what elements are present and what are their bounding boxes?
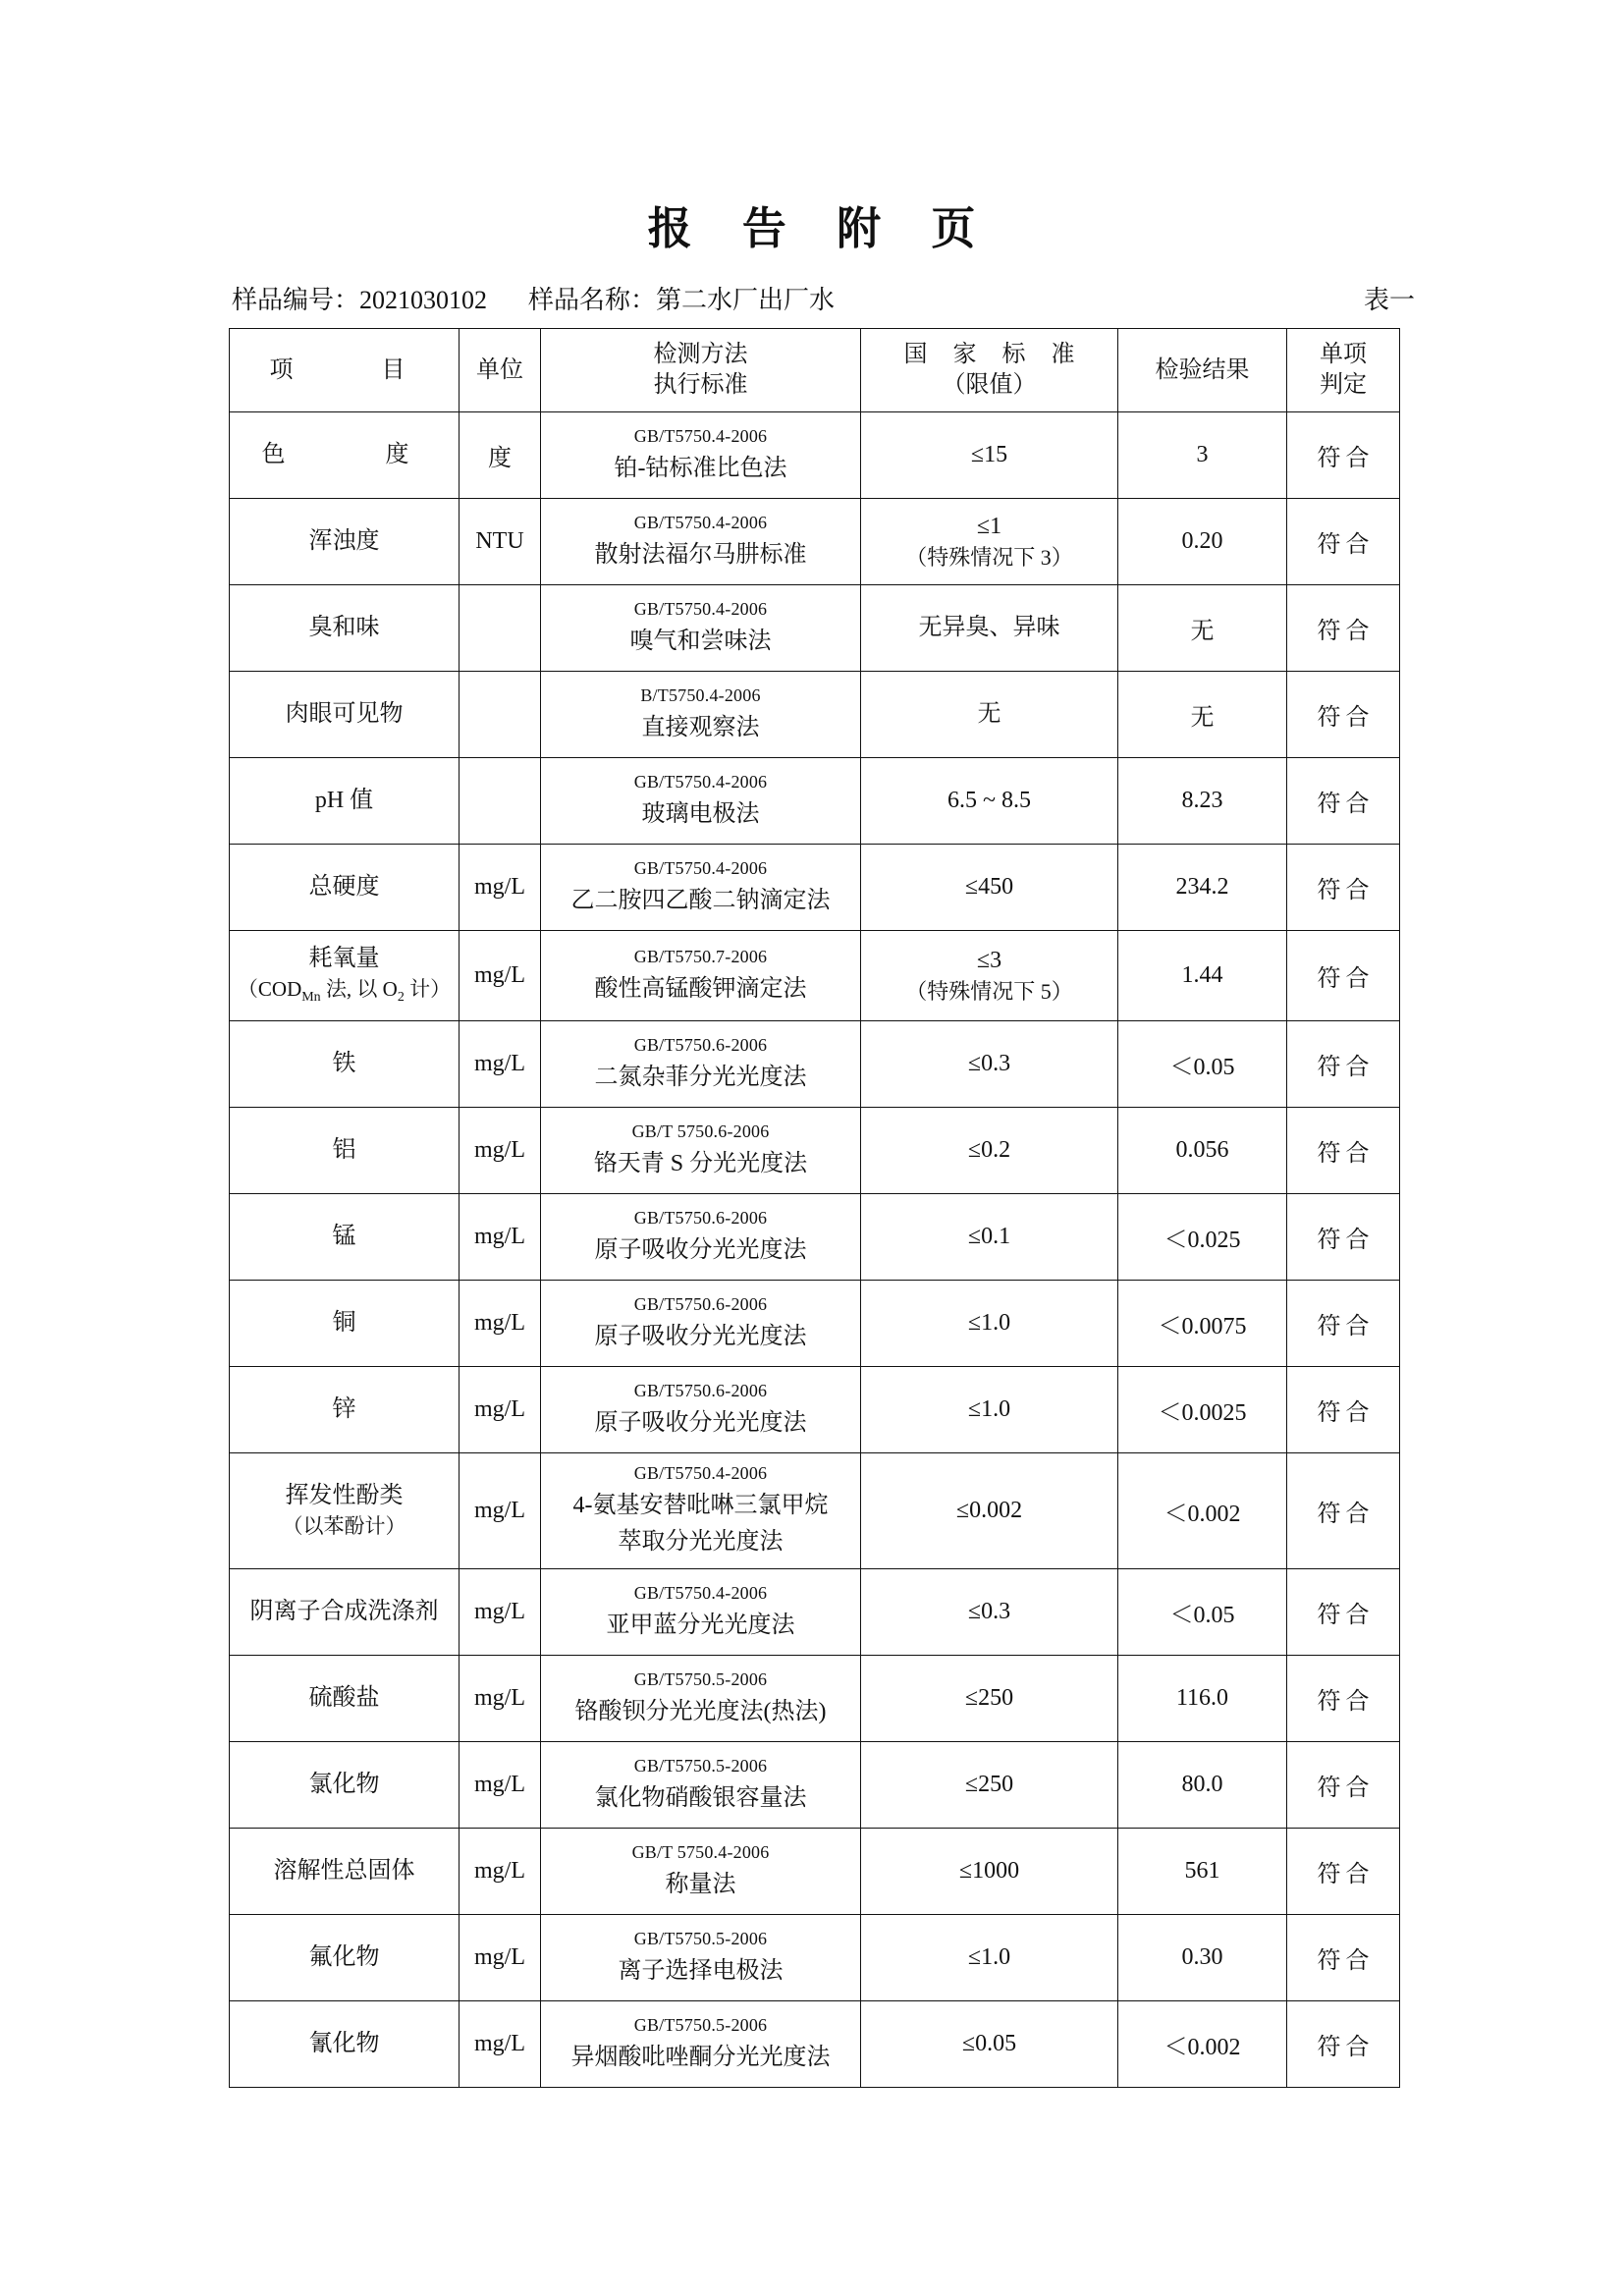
cell-item <box>230 585 460 672</box>
limit-value: ≤0.1 <box>967 1224 1011 1250</box>
method-name: 散射法福尔马肼标准 <box>594 541 807 568</box>
cell-judgement: 符合 <box>1287 1915 1400 2001</box>
cell-result: 561 <box>1118 1829 1287 1915</box>
item-subtext: （$COD_{Mn}$ 法, 以 $O_2$ 计） <box>237 977 452 1006</box>
table-row <box>230 1569 1400 1656</box>
cell-unit: mg/L <box>460 1915 541 2001</box>
cell-method <box>541 758 861 845</box>
cell-method <box>541 499 861 585</box>
cell-result: ＜0.0025 <box>1118 1367 1287 1453</box>
cell-unit: mg/L <box>460 1021 541 1108</box>
cell-unit: mg/L <box>460 1108 541 1194</box>
limit-note: （特殊情况下 5） <box>905 978 1073 1004</box>
method-standard-code: GB/T5750.6-2006 <box>633 1207 768 1228</box>
cell-judgement: 符合 <box>1287 499 1400 585</box>
cell-standard-limit <box>861 1829 1118 1915</box>
table-row <box>230 585 1400 672</box>
method-name: 4-氨基安替吡啉三氯甲烷 <box>572 1493 829 1519</box>
table-row <box>230 1915 1400 2001</box>
cell-judgement: 符合 <box>1287 1108 1400 1194</box>
cell-result: 0.20 <box>1118 499 1287 585</box>
method-standard-code: GB/T5750.5-2006 <box>633 1755 768 1776</box>
cell-unit <box>460 758 541 845</box>
item-name: 铁 <box>332 1050 356 1076</box>
item-name: 耗氧量 <box>308 946 380 972</box>
cell-item <box>230 1108 460 1194</box>
method-name: 乙二胺四乙酸二钠滴定法 <box>570 887 831 913</box>
table-row <box>230 1108 1400 1194</box>
cell-standard-limit <box>861 758 1118 845</box>
table-row <box>230 931 1400 1021</box>
cell-unit: mg/L <box>460 845 541 931</box>
table-row <box>230 672 1400 758</box>
limit-value: ≤1 <box>976 514 1002 540</box>
cell-unit: mg/L <box>460 1656 541 1742</box>
table-row <box>230 1194 1400 1281</box>
table-row <box>230 758 1400 845</box>
header-method: 检测方法 执行标准 <box>541 329 861 412</box>
cell-standard-limit <box>861 1569 1118 1656</box>
cell-result: 1.44 <box>1118 931 1287 1021</box>
table-row <box>230 1367 1400 1453</box>
limit-value: ≤0.3 <box>967 1051 1011 1077</box>
cell-unit <box>460 672 541 758</box>
item-name: 总硬度 <box>308 873 380 900</box>
item-name: pH 值 <box>314 787 374 813</box>
sample-number: 样品编号：2021030102 <box>232 286 488 314</box>
limit-value: ≤0.3 <box>967 1599 1011 1625</box>
cell-judgement: 符合 <box>1287 1569 1400 1656</box>
cell-result: 0.056 <box>1118 1108 1287 1194</box>
limit-value: ≤1.0 <box>967 1944 1011 1971</box>
cell-judgement: 符合 <box>1287 585 1400 672</box>
cell-result: 116.0 <box>1118 1656 1287 1742</box>
method-name: 铬酸钡分光光度法(热法) <box>574 1698 827 1724</box>
cell-result: 3 <box>1118 412 1287 499</box>
cell-result: 8.23 <box>1118 758 1287 845</box>
cell-item <box>230 1453 460 1569</box>
cell-item <box>230 499 460 585</box>
method-name: 原子吸收分光光度法 <box>594 1409 807 1436</box>
method-standard-code: GB/T5750.6-2006 <box>633 1380 768 1400</box>
cell-judgement: 符合 <box>1287 1194 1400 1281</box>
method-name: 铂-钴标准比色法 <box>614 455 787 481</box>
cell-standard-limit <box>861 1108 1118 1194</box>
cell-result: ＜0.025 <box>1118 1194 1287 1281</box>
method-standard-code: GB/T5750.4-2006 <box>633 1582 768 1603</box>
cell-standard-limit <box>861 2001 1118 2088</box>
table-number: 表一 <box>1363 286 1415 314</box>
method-name: 原子吸收分光光度法 <box>594 1323 807 1349</box>
cell-standard-limit <box>861 1367 1118 1453</box>
cell-judgement: 符合 <box>1287 2001 1400 2088</box>
table-row <box>230 1742 1400 1829</box>
item-name: 铝 <box>332 1136 356 1163</box>
cell-unit: NTU <box>460 499 541 585</box>
item-subtext: （以苯酚计） <box>282 1514 406 1539</box>
method-standard-code: GB/T 5750.4-2006 <box>631 1841 770 1862</box>
limit-value: 6.5 ~ 8.5 <box>947 788 1031 814</box>
cell-item <box>230 758 460 845</box>
item-name: 锌 <box>332 1395 356 1422</box>
cell-result: ＜0.05 <box>1118 1569 1287 1656</box>
method-standard-code: GB/T5750.4-2006 <box>633 512 768 532</box>
limit-value: ≤450 <box>964 874 1014 901</box>
item-name: 阴离子合成洗涤剂 <box>249 1598 439 1624</box>
header-item: 项 目 <box>230 329 460 412</box>
cell-judgement: 符合 <box>1287 1021 1400 1108</box>
cell-item <box>230 1569 460 1656</box>
method-standard-code: GB/T5750.5-2006 <box>633 1928 768 1948</box>
limit-value: ≤1.0 <box>967 1396 1011 1423</box>
cell-result: 0.30 <box>1118 1915 1287 2001</box>
cell-item <box>230 412 460 499</box>
cell-method <box>541 2001 861 2088</box>
item-name: 臭和味 <box>308 614 380 640</box>
limit-note: （特殊情况下 3） <box>905 544 1073 570</box>
item-name: 硫酸盐 <box>308 1684 380 1711</box>
cell-unit: mg/L <box>460 1367 541 1453</box>
cell-result: ＜0.0075 <box>1118 1281 1287 1367</box>
table-row <box>230 845 1400 931</box>
cell-unit: 度 <box>460 412 541 499</box>
cell-judgement: 符合 <box>1287 1281 1400 1367</box>
cell-item <box>230 1915 460 2001</box>
cell-judgement: 符合 <box>1287 931 1400 1021</box>
cell-item <box>230 1742 460 1829</box>
cell-judgement: 符合 <box>1287 1453 1400 1569</box>
limit-value: ≤1000 <box>958 1858 1020 1885</box>
cell-judgement: 符合 <box>1287 1829 1400 1915</box>
cell-unit: mg/L <box>460 1742 541 1829</box>
header-result: 检验结果 <box>1118 329 1287 412</box>
method-standard-code: GB/T5750.4-2006 <box>633 425 768 446</box>
cell-unit: mg/L <box>460 1829 541 1915</box>
header-judgement: 单项 判定 <box>1287 329 1400 412</box>
method-name: 离子选择电极法 <box>618 1957 784 1984</box>
cell-unit: mg/L <box>460 1281 541 1367</box>
cell-result: 无 <box>1118 585 1287 672</box>
limit-value: ≤1.0 <box>967 1310 1011 1337</box>
item-name: 氰化物 <box>308 2030 380 2056</box>
header-unit: 单位 <box>460 329 541 412</box>
method-standard-code: GB/T 5750.6-2006 <box>631 1121 770 1141</box>
cell-standard-limit <box>861 1281 1118 1367</box>
cell-method <box>541 845 861 931</box>
method-standard-code: B/T5750.4-2006 <box>640 684 761 705</box>
cell-result: ＜0.002 <box>1118 1453 1287 1569</box>
cell-unit <box>460 585 541 672</box>
cell-standard-limit <box>861 412 1118 499</box>
cell-standard-limit <box>861 1021 1118 1108</box>
cell-standard-limit <box>861 1453 1118 1569</box>
cell-unit: mg/L <box>460 1194 541 1281</box>
method-name: 异烟酸吡唑酮分光光度法 <box>570 2044 831 2070</box>
limit-value: ≤250 <box>964 1685 1014 1712</box>
cell-method <box>541 1367 861 1453</box>
method-standard-code: GB/T5750.4-2006 <box>633 1463 768 1484</box>
cell-unit: mg/L <box>460 1453 541 1569</box>
cell-standard-limit <box>861 499 1118 585</box>
cell-unit: mg/L <box>460 1569 541 1656</box>
table-row <box>230 2001 1400 2088</box>
cell-result: 无 <box>1118 672 1287 758</box>
cell-standard-limit <box>861 845 1118 931</box>
method-name: 酸性高锰酸钾滴定法 <box>594 975 807 1002</box>
method-standard-code: GB/T5750.7-2006 <box>633 946 768 966</box>
cell-result: 80.0 <box>1118 1742 1287 1829</box>
limit-value: 无 <box>977 701 1001 728</box>
cell-method <box>541 1829 861 1915</box>
table-row <box>230 1021 1400 1108</box>
table-row <box>230 1281 1400 1367</box>
cell-method <box>541 1742 861 1829</box>
cell-unit: mg/L <box>460 2001 541 2088</box>
cell-judgement: 符合 <box>1287 758 1400 845</box>
item-name: 氯化物 <box>308 1771 380 1797</box>
cell-judgement: 符合 <box>1287 845 1400 931</box>
method-standard-code: GB/T5750.5-2006 <box>633 2014 768 2035</box>
cell-standard-limit <box>861 1742 1118 1829</box>
cell-result: 234.2 <box>1118 845 1287 931</box>
cell-method <box>541 931 861 1021</box>
item-name: 溶解性总固体 <box>273 1857 415 1884</box>
cell-standard-limit <box>861 1656 1118 1742</box>
method-name: 称量法 <box>665 1871 736 1897</box>
item-name: 肉眼可见物 <box>285 700 404 727</box>
cell-standard-limit <box>861 1915 1118 2001</box>
table-header-row <box>230 329 1400 412</box>
method-name: 玻璃电极法 <box>641 800 760 827</box>
cell-judgement: 符合 <box>1287 1367 1400 1453</box>
cell-item <box>230 2001 460 2088</box>
sample-name: 样品名称：第二水厂出厂水 <box>528 286 836 314</box>
item-name: 浑浊度 <box>308 527 380 554</box>
limit-value: ≤0.2 <box>967 1137 1011 1164</box>
cell-method <box>541 1281 861 1367</box>
method-name: 原子吸收分光光度法 <box>594 1236 807 1263</box>
header-standard: 国 家 标 准 （限值） <box>861 329 1118 412</box>
cell-item <box>230 1367 460 1453</box>
cell-item <box>230 672 460 758</box>
item-name: 铜 <box>332 1309 356 1336</box>
item-name: 挥发性酚类 <box>285 1483 404 1509</box>
method-standard-code: GB/T5750.4-2006 <box>633 857 768 878</box>
limit-value: ≤0.002 <box>955 1498 1023 1524</box>
item-name: 锰 <box>332 1223 356 1249</box>
cell-standard-limit <box>861 1194 1118 1281</box>
method-name: 萃取分光光度法 <box>618 1529 784 1556</box>
cell-method <box>541 1569 861 1656</box>
sample-info-line <box>229 280 1415 319</box>
method-standard-code: GB/T5750.5-2006 <box>633 1668 768 1689</box>
limit-value: 无异臭、异味 <box>918 615 1060 641</box>
table-row <box>230 1829 1400 1915</box>
cell-standard-limit <box>861 931 1118 1021</box>
limit-value: ≤0.05 <box>961 2031 1017 2057</box>
limit-value: ≤250 <box>964 1772 1014 1798</box>
cell-item <box>230 1194 460 1281</box>
cell-standard-limit <box>861 585 1118 672</box>
cell-item <box>230 1829 460 1915</box>
table-row <box>230 1656 1400 1742</box>
cell-method <box>541 1915 861 2001</box>
limit-value: ≤15 <box>970 442 1008 468</box>
method-standard-code: GB/T5750.6-2006 <box>633 1293 768 1314</box>
method-standard-code: GB/T5750.4-2006 <box>633 771 768 792</box>
cell-item <box>230 845 460 931</box>
cell-item <box>230 1281 460 1367</box>
method-name: 直接观察法 <box>641 714 760 740</box>
page-title: 报 告 附 页 <box>647 204 996 253</box>
table-row <box>230 1453 1400 1569</box>
cell-method <box>541 1108 861 1194</box>
cell-item <box>230 931 460 1021</box>
method-name: 二氮杂菲分光光度法 <box>594 1064 807 1090</box>
cell-judgement: 符合 <box>1287 672 1400 758</box>
limit-value: ≤3 <box>976 948 1002 974</box>
cell-result: ＜0.002 <box>1118 2001 1287 2088</box>
cell-method <box>541 412 861 499</box>
table-row <box>230 412 1400 499</box>
cell-judgement: 符合 <box>1287 1656 1400 1742</box>
cell-method <box>541 585 861 672</box>
cell-standard-limit <box>861 672 1118 758</box>
cell-item <box>230 1656 460 1742</box>
cell-unit: mg/L <box>460 931 541 1021</box>
method-standard-code: GB/T5750.6-2006 <box>633 1034 768 1055</box>
cell-judgement: 符合 <box>1287 412 1400 499</box>
cell-method <box>541 1194 861 1281</box>
method-standard-code: GB/T5750.4-2006 <box>633 598 768 619</box>
cell-judgement: 符合 <box>1287 1742 1400 1829</box>
cell-method <box>541 1453 861 1569</box>
cell-method <box>541 672 861 758</box>
item-name: 色 度 <box>261 441 427 467</box>
water-quality-table <box>229 328 1400 2088</box>
method-name: 亚甲蓝分光光度法 <box>606 1612 795 1638</box>
cell-result: ＜0.05 <box>1118 1021 1287 1108</box>
cell-method <box>541 1021 861 1108</box>
table-row <box>230 499 1400 585</box>
cell-method <box>541 1656 861 1742</box>
method-name: 铬天青 S 分光光度法 <box>593 1150 808 1176</box>
method-name: 氯化物硝酸银容量法 <box>594 1784 807 1811</box>
method-name: 嗅气和尝味法 <box>629 628 772 654</box>
cell-item <box>230 1021 460 1108</box>
item-name: 氟化物 <box>308 1943 380 1970</box>
